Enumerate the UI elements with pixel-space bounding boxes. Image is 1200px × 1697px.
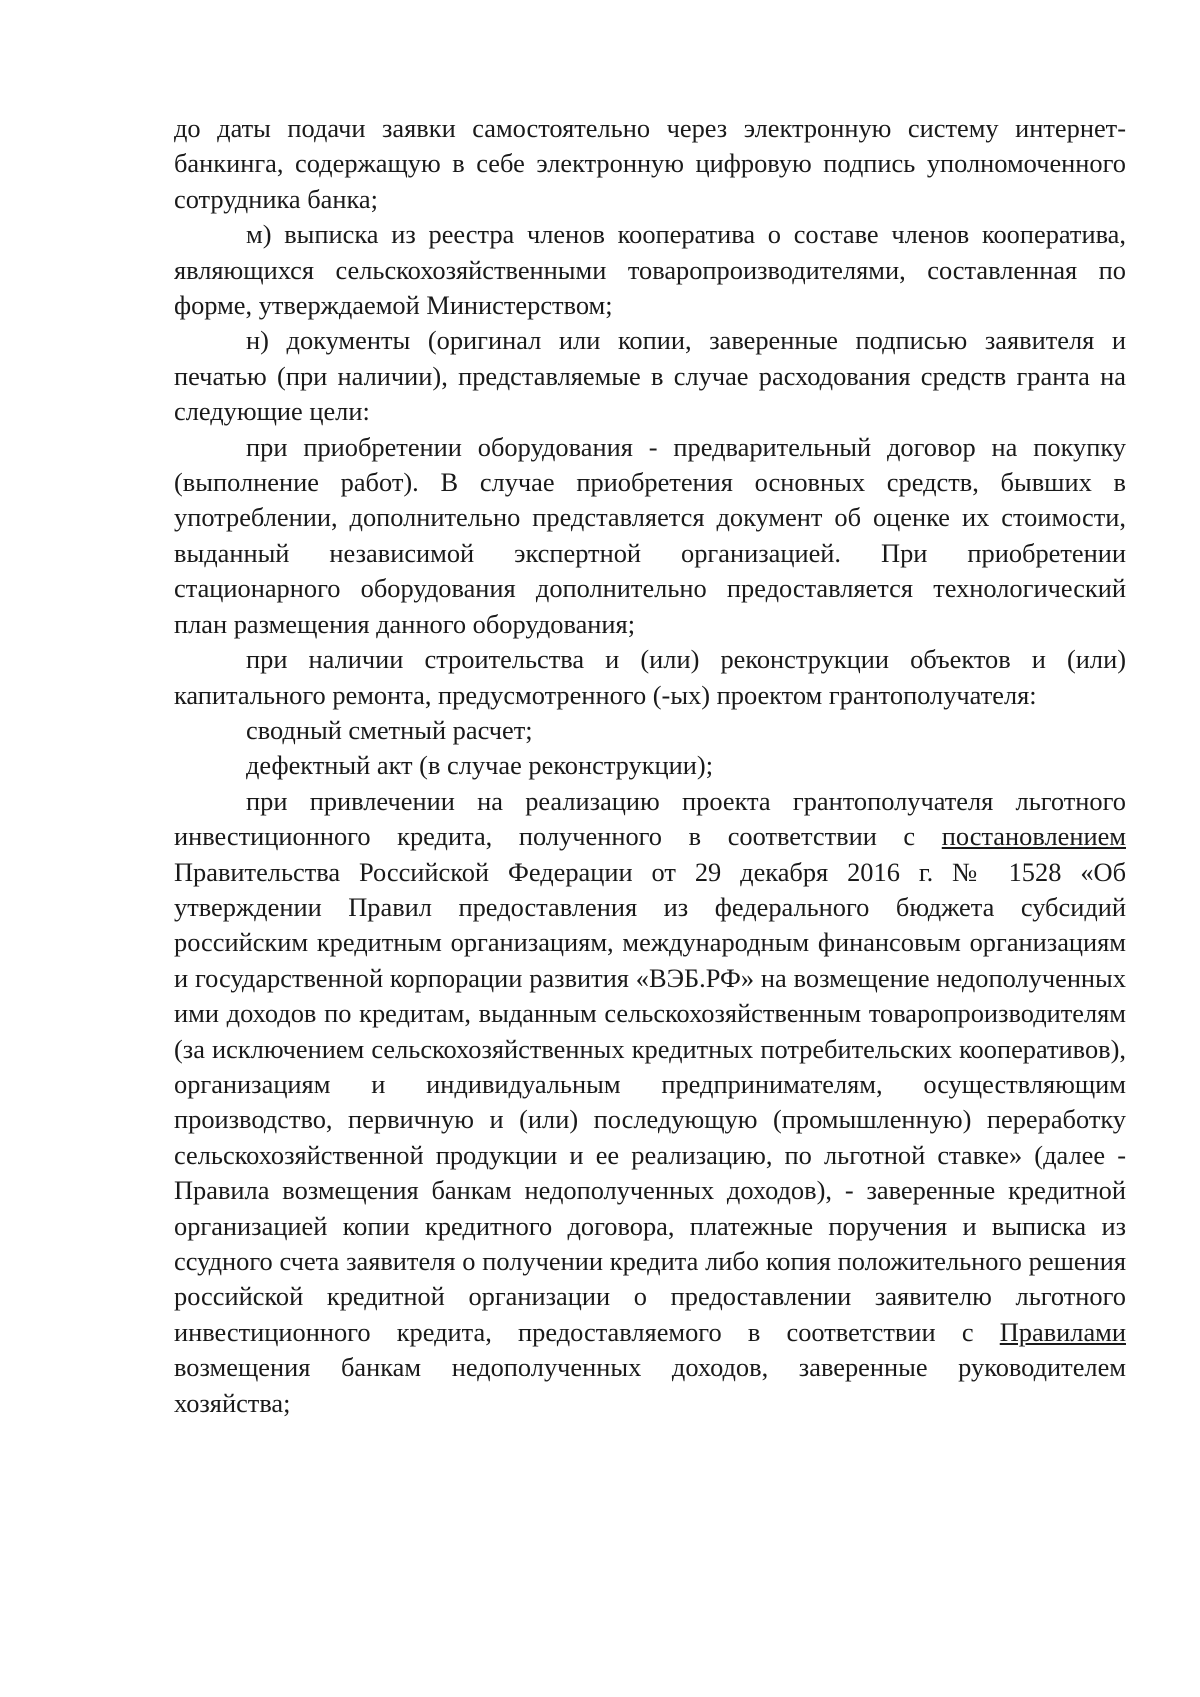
paragraph-item-n: н) документы (оригинал или копии, заверенные подписью заявителя и печатью (при наличии), представляемые в случае расходования средств гранта на следующие цели: xyxy=(174,325,1126,427)
paragraph-continuation: до даты подачи заявки самостоятельно через электронную систему интернет-банкинга, содержащую в себе электронную цифровую подпись уполномоченного сотрудника банка; xyxy=(174,113,1126,214)
paragraph-credit-part2: Правительства Российской Федерации от 29 декабря 2016 г. № 1528 «Об утверждении Правил предоставления из федерального бюджета субсидий российским кредитным организациям, международным финансовым организациям и государственной корпорации развития «ВЭБ.РФ» на возмещение недополученных ими доходов по кредитам, выданным сельскохозяйственным товаропроизводителям (за исключением сельскохозяйственных кредитных потребительских кооперативов), организациям и индивидуальным предпринимателям, осуществляющим производство, первичную и (или) последующую (промышленную) переработку сельскохозяйственной продукции и ее реализацию, по льготной ставке» (далее - Правила возмещения банкам недополученных доходов), - заверенные кредитной организацией копии кредитного договора, платежные поручения и выписка из ссудного счета заявителя о получении кредита либо копия положительного решения российской кредитной организации о предоставлении заявителю льготного инвестиционного кредита, предоставляемого в соответствии с xyxy=(174,856,1126,1347)
document-page xyxy=(174,111,1126,1421)
paragraph-credit-part3: возмещения банкам недополученных доходов, заверенные руководителем хозяйства; xyxy=(174,1352,1126,1418)
paragraph-item-m: м) выписка из реестра членов кооператива о составе членов кооператива, являющихся сельскохозяйственными товаропроизводителями, составленная по форме, утверждаемой Министерством; xyxy=(174,219,1126,321)
paragraph-construction: при наличии строительства и (или) реконструкции объектов и (или) капитального ремонта, предусмотренного (-ых) проектом грантополучателя: xyxy=(174,644,1126,710)
paragraph-equipment: при приобретении оборудования - предварительный договор на покупку (выполнение работ). В случае приобретения основных средств, бывших в употреблении, дополнительно представляется документ об оценке их стоимости, выданный независимой экспертной организацией. При приобретении стационарного оборудования дополнительно предоставляется технологический план размещения данного оборудования; xyxy=(174,431,1126,639)
paragraph-credit-part1: при привлечении на реализацию проекта грантополучателя льготного инвестиционного кредита, полученного в соответствии с xyxy=(174,785,1126,852)
link-pravila[interactable]: Правилами xyxy=(999,1316,1126,1347)
link-postanovlenie[interactable]: постановлением xyxy=(941,821,1126,852)
paragraph-defect-act: дефектный акт (в случае реконструкции); xyxy=(246,750,714,781)
paragraph-estimate: сводный сметный расчет; xyxy=(246,714,533,745)
paragraph-credit xyxy=(174,784,1126,1421)
